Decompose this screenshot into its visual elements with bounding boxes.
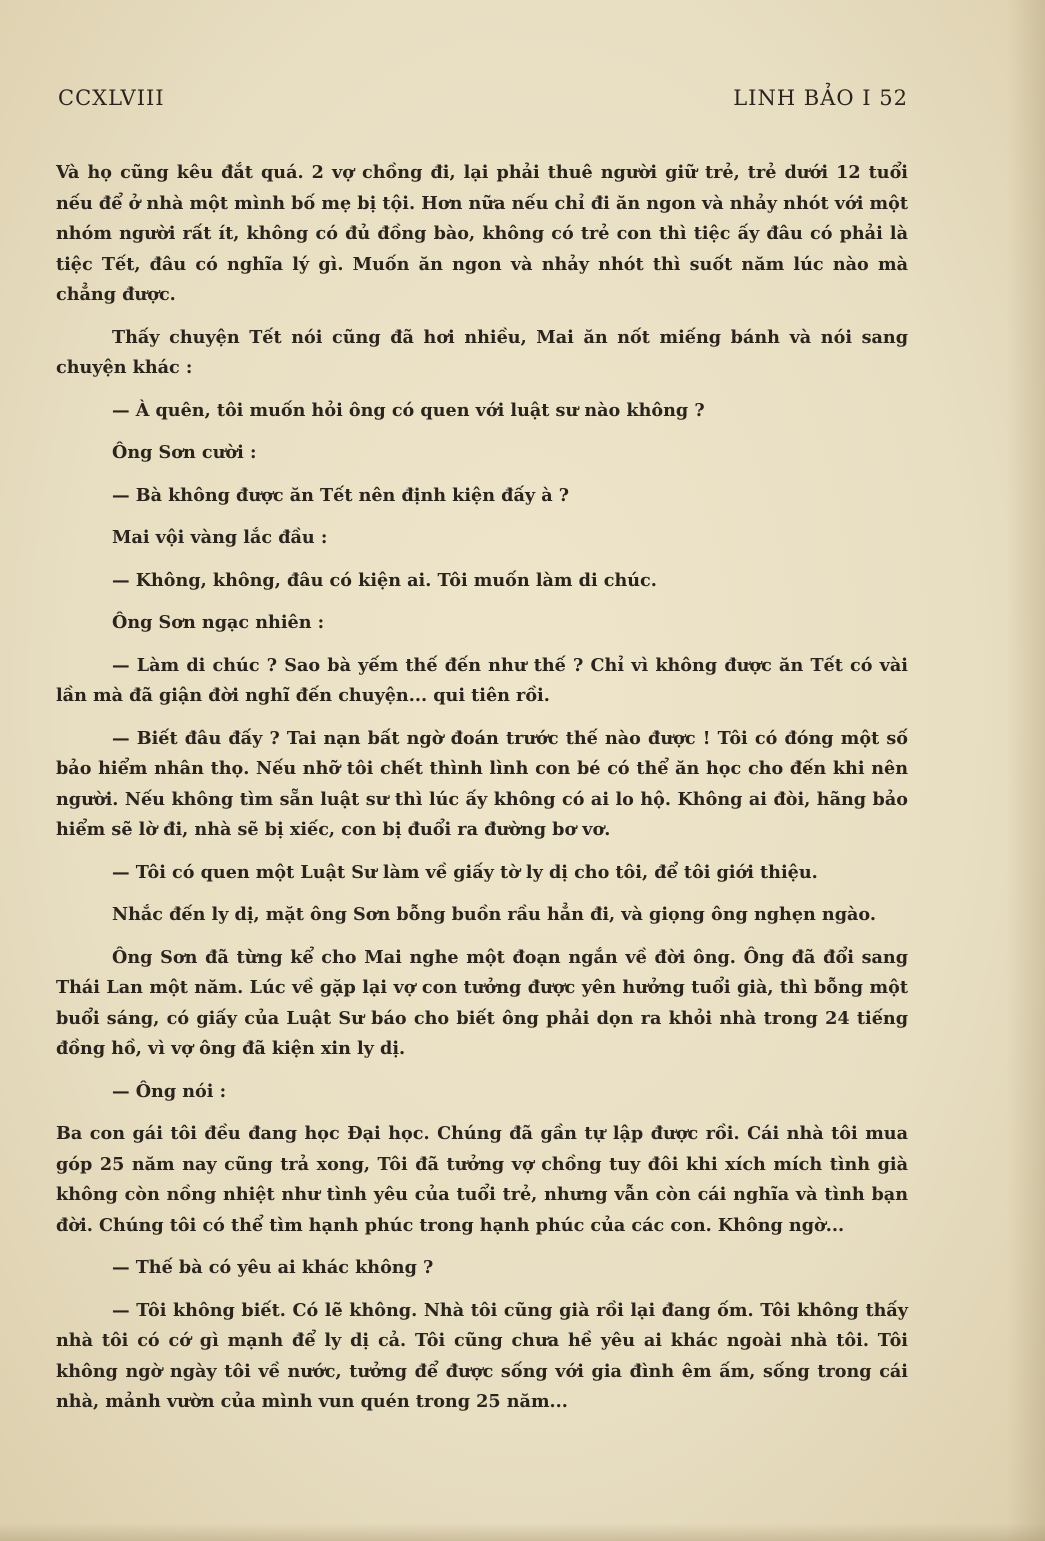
page-bottom-shadow xyxy=(0,1523,1045,1541)
paragraph: Ông Sơn cười : xyxy=(112,442,257,463)
paragraph: — Ông nói : xyxy=(112,1080,227,1102)
paragraph: Thấy chuyện Tết nói cũng đã hơi nhiều, Mai ăn nốt miếng bánh và nói sang chuyện khác : xyxy=(56,326,908,378)
page-header xyxy=(58,86,908,120)
paragraph: — Không, không, đâu có kiện ai. Tôi muốn làm di chúc. xyxy=(112,569,657,591)
paragraph: Ba con gái tôi đều đang học Đại học. Chúng đã gần tự lập được rồi. Cái nhà tôi mua góp 25 năm nay cũng trả xong, Tôi đã tưởng vợ chồng tuy đôi khi xích mích tình già không còn nồng nhiệt như tình yêu của tuổi trẻ, nhưng vẫn còn cái nghĩa và tình bạn đời. Chúng tôi có thể tìm hạnh phúc trong hạnh phúc của các con. Không ngờ... xyxy=(56,1123,908,1236)
paragraph: Ông Sơn ngạc nhiên : xyxy=(112,612,325,633)
paragraph: Mai vội vàng lắc đầu : xyxy=(112,527,328,548)
paragraph: — Tôi có quen một Luật Sư làm về giấy tờ ly dị cho tôi, để tôi giới thiệu. xyxy=(112,861,818,883)
paragraph: — Làm di chúc ? Sao bà yếm thế đến như thế ? Chỉ vì không được ăn Tết có vài lần mà đã giận đời nghĩ đến chuyện... qui tiên rồi. xyxy=(56,654,908,706)
paragraph: Nhắc đến ly dị, mặt ông Sơn bỗng buồn rầu hẳn đi, và giọng ông nghẹn ngào. xyxy=(112,904,876,925)
paragraph: Ông Sơn đã từng kể cho Mai nghe một đoạn ngắn về đời ông. Ông đã đổi sang Thái Lan một năm. Lúc về gặp lại vợ con tưởng được yên hưởng tuổi già, thì bỗng một buổi sáng, có giấy của Luật Sư báo cho biết ông phải dọn ra khỏi nhà trong 24 tiếng đồng hồ, vì vợ ông đã kiện xin ly dị. xyxy=(56,946,908,1059)
paragraph: Và họ cũng kêu đắt quá. 2 vợ chồng đi, lại phải thuê người giữ trẻ, trẻ dưới 12 tuổi nếu để ở nhà một mình bố mẹ bị tội. Hơn nữa nếu chỉ đi ăn ngon và nhảy nhót với một nhóm người rất ít, không có đủ đồng bào, không có trẻ con thì tiệc ấy đâu có phải là tiệc Tết, đâu có nghĩa lý gì. Muốn ăn ngon và nhảy nhót thì suốt năm lúc nào mà chẳng được. xyxy=(56,162,908,305)
body-text xyxy=(56,158,908,1430)
page-edge-shadow xyxy=(1007,0,1045,1541)
paragraph: — À quên, tôi muốn hỏi ông có quen với luật sư nào không ? xyxy=(112,399,705,421)
paragraph: — Biết đâu đấy ? Tai nạn bất ngờ đoán trước thế nào được ! Tôi có đóng một số bảo hiểm nhân thọ. Nếu nhỡ tôi chết thình lình con bé có thể ăn học cho đến khi nên người. Nếu không tìm sẵn luật sư thì lúc ấy không có ai lo hộ. Không ai đòi, hãng bảo hiểm sẽ lờ đi, nhà sẽ bị xiếc, con bị đuổi ra đường bơ vơ. xyxy=(56,727,908,840)
paragraph: — Bà không được ăn Tết nên định kiện đấy à ? xyxy=(112,484,570,506)
section-numeral: CCXLVIII xyxy=(58,86,165,110)
author-page-number: LINH BẢO I 52 xyxy=(733,86,908,110)
paragraph: — Tôi không biết. Có lẽ không. Nhà tôi cũng già rồi lại đang ốm. Tôi không thấy nhà tôi có cớ gì mạnh để ly dị cả. Tôi cũng chưa hề yêu ai khác ngoài nhà tôi. Tôi không ngờ ngày tôi về nước, tưởng để được sống với gia đình êm ấm, sống trong cái nhà, mảnh vườn của mình vun quén trong 25 năm... xyxy=(56,1299,908,1412)
paragraph: — Thế bà có yêu ai khác không ? xyxy=(112,1257,434,1278)
